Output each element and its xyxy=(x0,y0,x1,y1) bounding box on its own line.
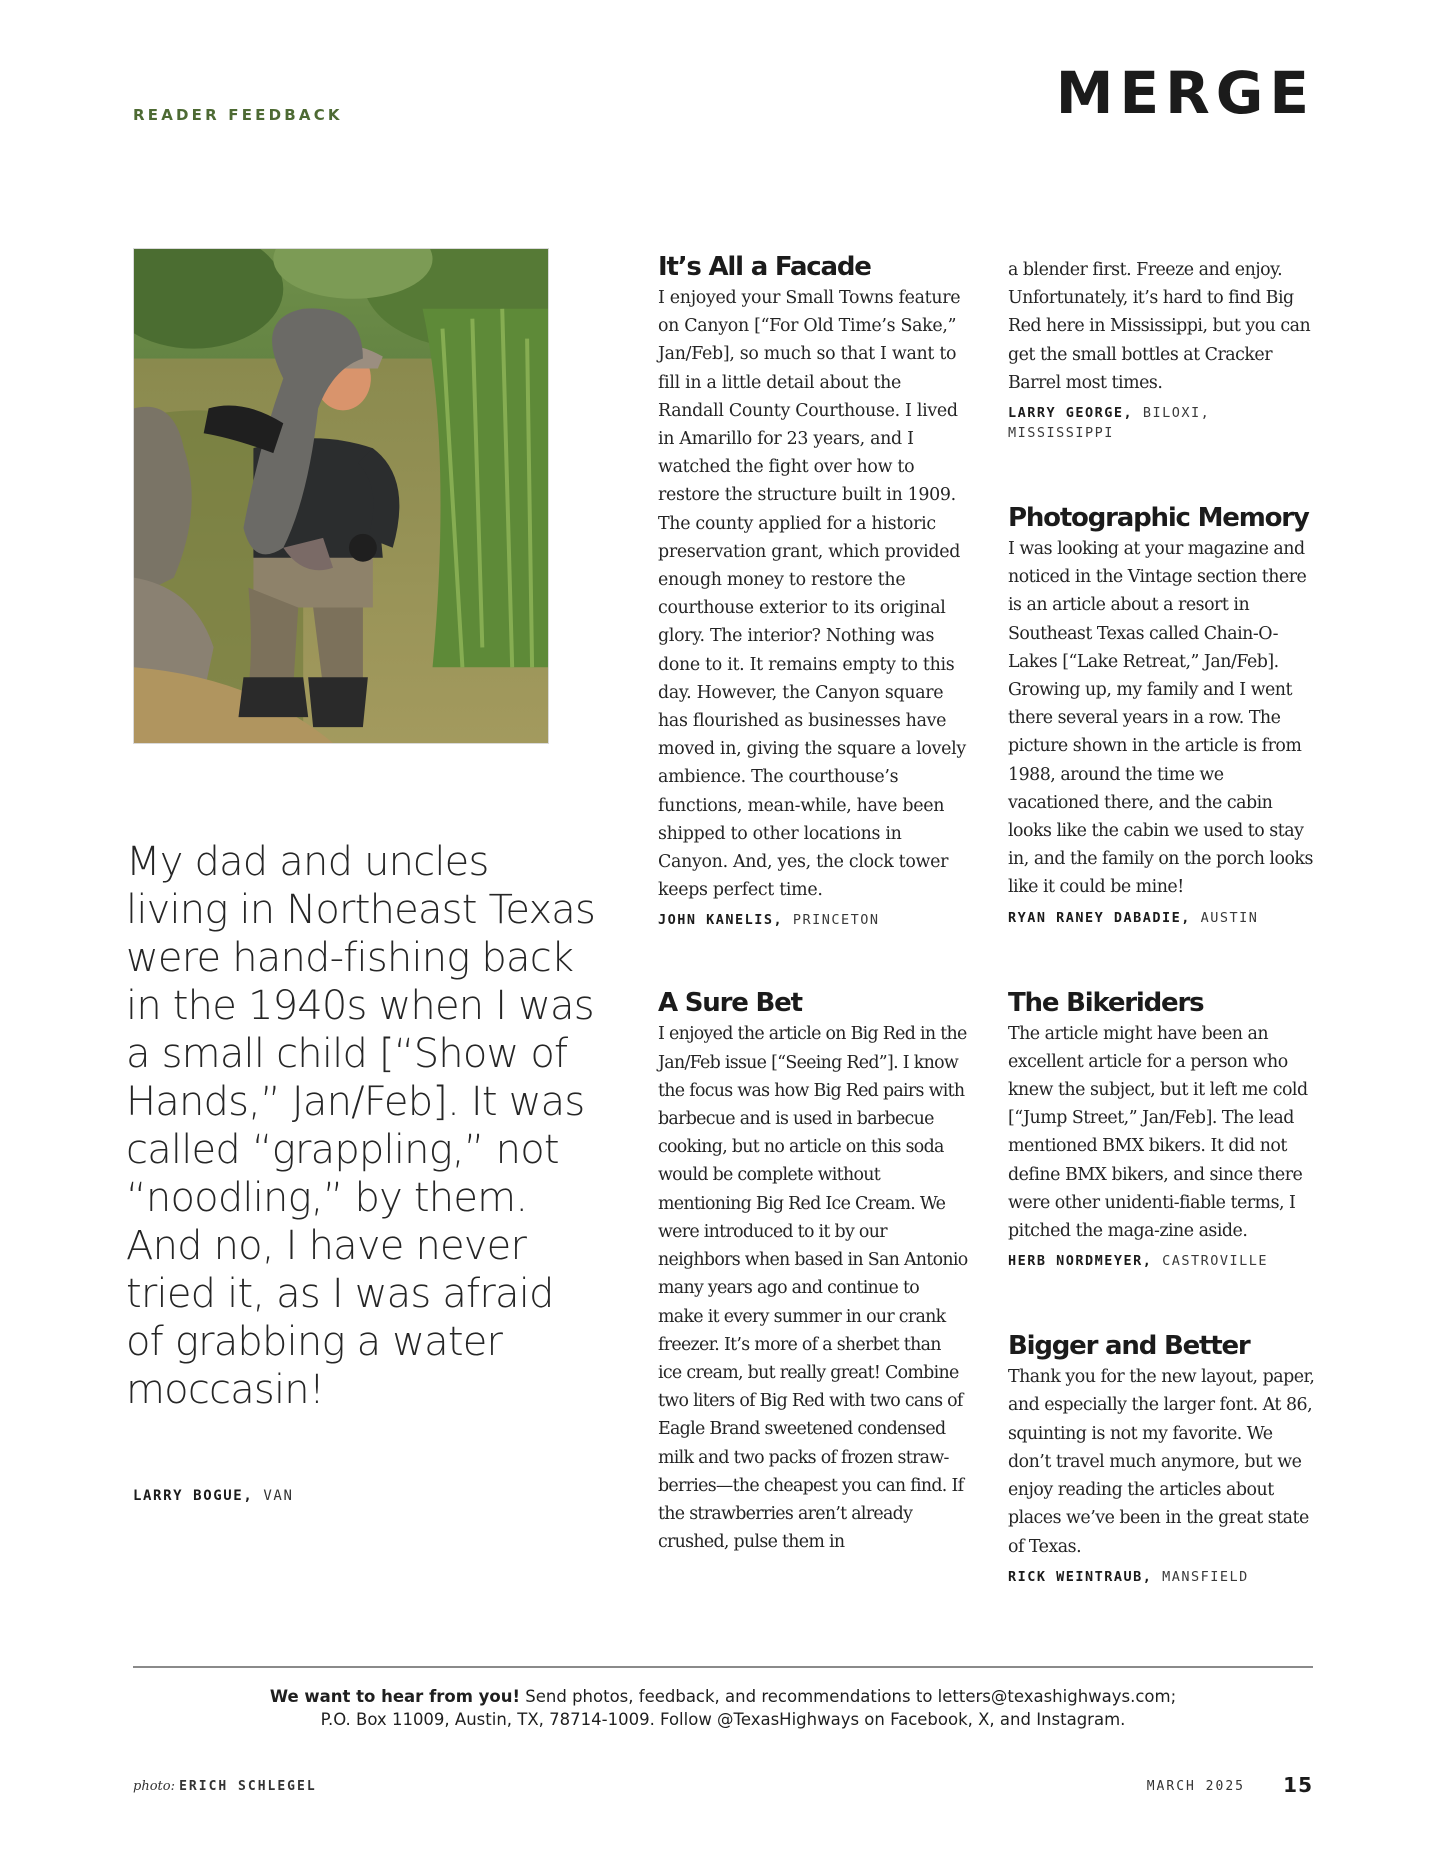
letter-body: I enjoyed the article on Big Red in the Jan/Feb issue [“Seeing Red”]. I know the focus was how Big Red pairs with barbecue and is used in barbecue cooking, but no article on this soda would be complete without mentioning Big Red Ice Cream. We were introduced to it by our neighbors when based in San Antonio many years ago and continue to make it every summer in our crank freezer. It’s more of a sherbet than ice cream, but really great! Combine two liters of Big Red with two cans of Eagle Brand sweetened condensed milk and two packs of frozen straw-berries—the cheapest you can find. If the strawberries aren’t already crushed, pulse them in xyxy=(658,1024,968,1553)
letter-body: The article might have been an excellent article for a person who knew the subject, but it left me cold [“Jump Street,” Jan/Feb]. The lead mentioned BMX bikers. It did not define BMX bikers, and since there were other unidenti-fiable terms, I pitched the maga-zine aside. xyxy=(1008,1023,1308,1242)
letters-column-2 xyxy=(658,250,968,1614)
footer-lead: We want to hear from you! xyxy=(269,1687,521,1706)
letter-title: Photographic Memory xyxy=(1008,503,1309,534)
letter-body: I was looking at your magazine and noticed in the Vintage section there is an article about a resort in Southeast Texas called Chain-O-Lakes [“Lake Retreat,” Jan/Feb]. Growing up, my family and I went there several years in a row. The picture shown in the article is from 1988, around the time we vacationed there, and the cabin looks like the cabin we used to stay in, and the family on the porch looks like it could be mine! xyxy=(1008,539,1313,898)
man-holding-catfish-illustration xyxy=(134,249,548,743)
pull-quote-author: LARRY BOGUE, xyxy=(133,1488,254,1504)
letter-credit xyxy=(1008,1567,1318,1587)
footer-line-1-text: Send photos, feedback, and recommendations to letters@texashighways.com; xyxy=(520,1687,1177,1706)
letter-author: JOHN KANELIS, xyxy=(658,912,784,929)
letter-body: Thank you for the new layout, paper, and especially the larger font. At 86, squinting is not my favorite. We don’t travel much anymore, but we enjoy reading the articles about places we’ve been in the great state of Texas. xyxy=(1008,1367,1315,1557)
letter-credit xyxy=(1008,908,1318,928)
letter-location: CASTROVILLE xyxy=(1162,1253,1268,1270)
letter-a-sure-bet-continued xyxy=(1008,256,1318,443)
footer-divider xyxy=(133,1666,1313,1668)
letter-body-continued: a blender first. Freeze and enjoy. Unfortunately, it’s hard to find Big Red here in Mississippi, but you can get the small bottles at Cracker Barrel most times. xyxy=(1008,260,1311,393)
issue-date: MARCH 2025 xyxy=(1146,1779,1245,1794)
footer-contact-note xyxy=(133,1685,1313,1731)
letter-a-sure-bet xyxy=(658,986,968,1556)
footer-line-1 xyxy=(133,1685,1313,1708)
catfish-photo xyxy=(133,248,549,744)
letter-the-bikeriders xyxy=(1008,986,1318,1272)
letter-author: RYAN RANEY DABADIE, xyxy=(1008,909,1191,926)
letter-bigger-and-better xyxy=(1008,1329,1318,1586)
letter-title: Bigger and Better xyxy=(1008,1331,1250,1362)
letter-author: LARRY GEORGE, xyxy=(1008,405,1134,422)
letter-location: BILOXI, MISSISSIPPI xyxy=(1008,405,1211,442)
letter-credit xyxy=(1008,403,1318,443)
letter-photographic-memory xyxy=(1008,501,1318,928)
letter-location: MANSFIELD xyxy=(1162,1568,1249,1585)
pull-quote-location: VAN xyxy=(263,1488,294,1504)
letter-credit xyxy=(658,910,968,930)
letters-column-3 xyxy=(1008,256,1318,1645)
pull-quote-credit xyxy=(133,1488,293,1504)
page-number: 15 xyxy=(1283,1773,1313,1797)
letter-credit xyxy=(1008,1251,1318,1271)
letter-body: I enjoyed your Small Towns feature on Canyon [“For Old Time’s Sake,” Jan/Feb], so much so that I want to fill in a little detail about the Randall County Courthouse. I lived in Amarillo for 23 years, and I watched the fight over how to restore the structure built in 1909. The county applied for a historic preservation grant, which provided enough money to restore the courthouse exterior to its original glory. The interior? Nothing was done to it. It remains empty to this day. However, the Canyon square has flourished as businesses have moved in, giving the square a lovely ambience. The courthouse’s functions, mean-while, have been shipped to other locations in Canyon. And, yes, the clock tower keeps perfect time. xyxy=(658,288,966,901)
letter-location: PRINCETON xyxy=(792,912,880,929)
photo-credit xyxy=(133,1779,317,1794)
letter-title: It’s All a Facade xyxy=(658,252,871,282)
masthead-logo: MERGE xyxy=(1055,59,1315,127)
letter-title: A Sure Bet xyxy=(658,988,802,1019)
photo-credit-label: photo: xyxy=(133,1779,175,1794)
section-label: READER FEEDBACK xyxy=(133,106,343,124)
letter-its-all-a-facade xyxy=(658,250,968,930)
letter-author: RICK WEINTRAUB, xyxy=(1008,1568,1153,1585)
letter-author: HERB NORDMEYER, xyxy=(1008,1253,1153,1270)
letter-title: The Bikeriders xyxy=(1008,987,1204,1018)
letter-location: AUSTIN xyxy=(1200,909,1259,926)
photo-credit-name: ERICH SCHLEGEL xyxy=(179,1779,317,1794)
pull-quote: My dad and uncles living in Northeast Texas were hand-fishing back in the 1940s when I was a small child [“Show of Hands,” Jan/Feb]. It was called “grappling,” not “noodling,” by them. And no, I have never tried it, as I was afraid of grabbing a water moccasin! xyxy=(126,839,596,1413)
footer-line-2: P.O. Box 11009, Austin, TX, 78714-1009. Follow @TexasHighways on Facebook, X, and Instagram. xyxy=(320,1710,1126,1729)
